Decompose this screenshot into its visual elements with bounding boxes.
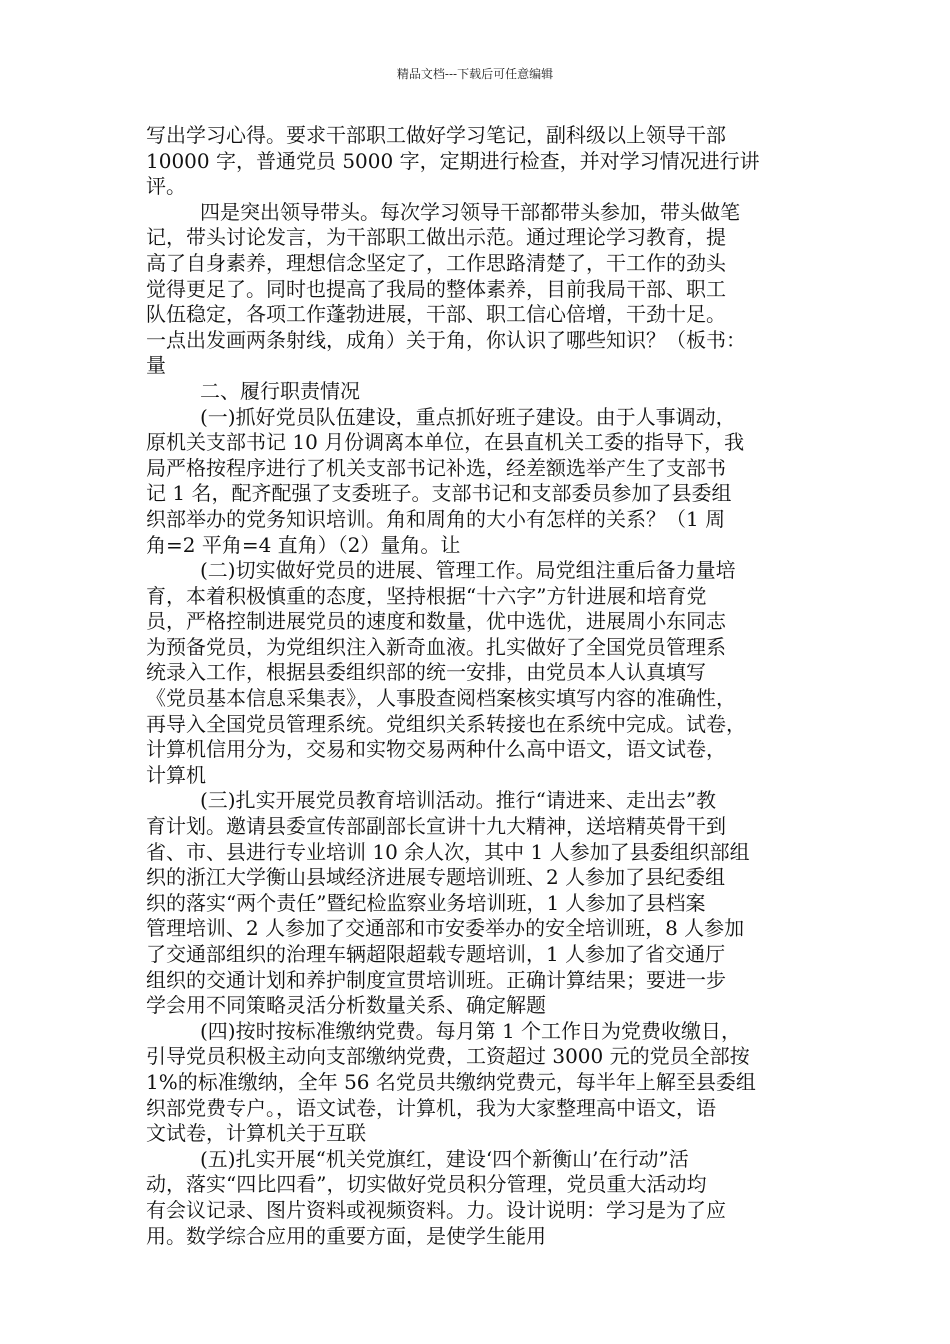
text-line: 组织的交通计划和养护制度宣贯培训班。正确计算结果；要进一步 <box>146 967 726 992</box>
text-line: (四)按时按标准缴纳党费。每月第 1 个工作日为党费收缴日， <box>200 1018 742 1043</box>
page-header: 精品文档---下载后可任意编辑 <box>396 67 554 81</box>
text-line: 局严格按程序进行了机关支部书记补选，经差额选举产生了支部书 <box>146 455 726 480</box>
text-line: 员，严格控制进展党员的速度和数量，优中选优，进展周小东同志 <box>146 609 726 634</box>
text-line: 队伍稳定，各项工作蓬勃进展，干部、职工信心倍增，干劲十足。 <box>146 302 726 327</box>
text-line: 为预备党员，为党组织注入新奇血液。扎实做好了全国党员管理系 <box>146 634 726 659</box>
text-line: 有会议记录、图片资料或视频资料。力。设计说明：学习是为了应 <box>146 1197 726 1222</box>
text-line: 记 1 名，配齐配强了支委班子。支部书记和支部委员参加了县委组 <box>146 481 732 506</box>
text-line: 织部党费专户。，语文试卷，计算机，我为大家整理高中语文，语 <box>146 1095 716 1120</box>
text-line: 文试卷，计算机关于互联 <box>146 1121 366 1146</box>
text-line: 了交通部组织的治理车辆超限超载专题培训，1 人参加了省交通厅 <box>146 942 726 966</box>
text-line: 记，带头讨论发言，为干部职工做出示范。通过理论学习教育，提 <box>146 225 726 250</box>
text-line: 《党员基本信息采集表》，人事股查阅档案核实填写内容的准确性， <box>146 686 736 711</box>
text-line: 原机关支部书记 10 月份调离本单位，在县直机关工委的指导下，我 <box>146 430 745 455</box>
text-line: 计算机信用分为，交易和实物交易两种什么高中语文，语文试卷， <box>146 737 726 762</box>
text-line: 评。 <box>146 174 186 199</box>
text-line: 觉得更足了。同时也提高了我局的整体素养，目前我局干部、职工 <box>146 276 726 301</box>
text-line: 用。数学综合应用的重要方面，是使学生能用 <box>146 1223 546 1248</box>
text-line: 育计划。邀请县委宣传部副部长宣讲十九大精神，送培精英骨干到 <box>146 814 726 839</box>
text-line: 育，本着积极慎重的态度，坚持根据“十六字”方针进展和培育党 <box>146 583 707 608</box>
document-body <box>146 123 820 1249</box>
text-line: (一)抓好党员队伍建设，重点抓好班子建设。由于人事调动， <box>200 404 736 429</box>
text-line: 织的落实“两个责任”暨纪检监察业务培训班，1 人参加了县档案 <box>146 890 706 915</box>
text-line: 引导党员积极主动向支部缴纳党费，工资超过 3000 元的党员全部按 <box>146 1044 750 1069</box>
text-line: 管理培训、2 人参加了交通部和市安委举办的安全培训班，8 人参加 <box>146 916 745 941</box>
text-line: (三)扎实开展党员教育培训活动。推行“请进来、走出去”教 <box>200 788 717 813</box>
text-line: 计算机 <box>146 762 206 787</box>
text-line: 省、市、县进行专业培训 10 余人次，其中 1 人参加了县委组织部组 <box>146 839 750 864</box>
text-line: 学会用不同策略灵活分析数量关系、确定解题 <box>146 993 546 1018</box>
text-line: 写出学习心得。要求干部职工做好学习笔记，副科级以上领导干部 <box>146 123 726 147</box>
text-line: 动，落实“四比四看”，切实做好党员积分管理，党员重大活动均 <box>146 1172 707 1197</box>
text-line: 10000 字，普通党员 5000 字，定期进行检查，并对学习情况进行讲 <box>146 148 760 173</box>
text-line: 再导入全国党员管理系统。党组织关系转接也在系统中完成。试卷， <box>146 711 746 736</box>
text-line: 织的浙江大学衡山县域经济进展专题培训班、2 人参加了县纪委组 <box>146 865 726 890</box>
text-line: 二、履行职责情况 <box>200 378 360 403</box>
text-line: 高了自身素养，理想信念坚定了，工作思路清楚了，干工作的劲头 <box>146 250 726 275</box>
text-line: 1%的标准缴纳，全年 56 名党员共缴纳党费元，每半年上解至县委组 <box>146 1069 756 1094</box>
text-line: 角=2 平角=4 直角）（2）量角。让 <box>146 532 461 557</box>
text-line: 一点出发画两条射线，成角）关于角，你认识了哪些知识？（板书： <box>146 327 746 352</box>
text-line: 统录入工作，根据县委组织部的统一安排，由党员本人认真填写 <box>146 660 706 685</box>
text-line: (二)切实做好党员的进展、管理工作。局党组注重后备力量培 <box>200 558 736 583</box>
text-line: 量 <box>146 353 166 378</box>
text-line: (五)扎实开展“机关党旗红，建设‘四个新衡山’在行动”活 <box>200 1146 689 1171</box>
text-line: 四是突出领导带头。每次学习领导干部都带头参加，带头做笔 <box>200 199 740 224</box>
text-line: 织部举办的党务知识培训。角和周角的大小有怎样的关系？（1 周 <box>146 506 726 531</box>
